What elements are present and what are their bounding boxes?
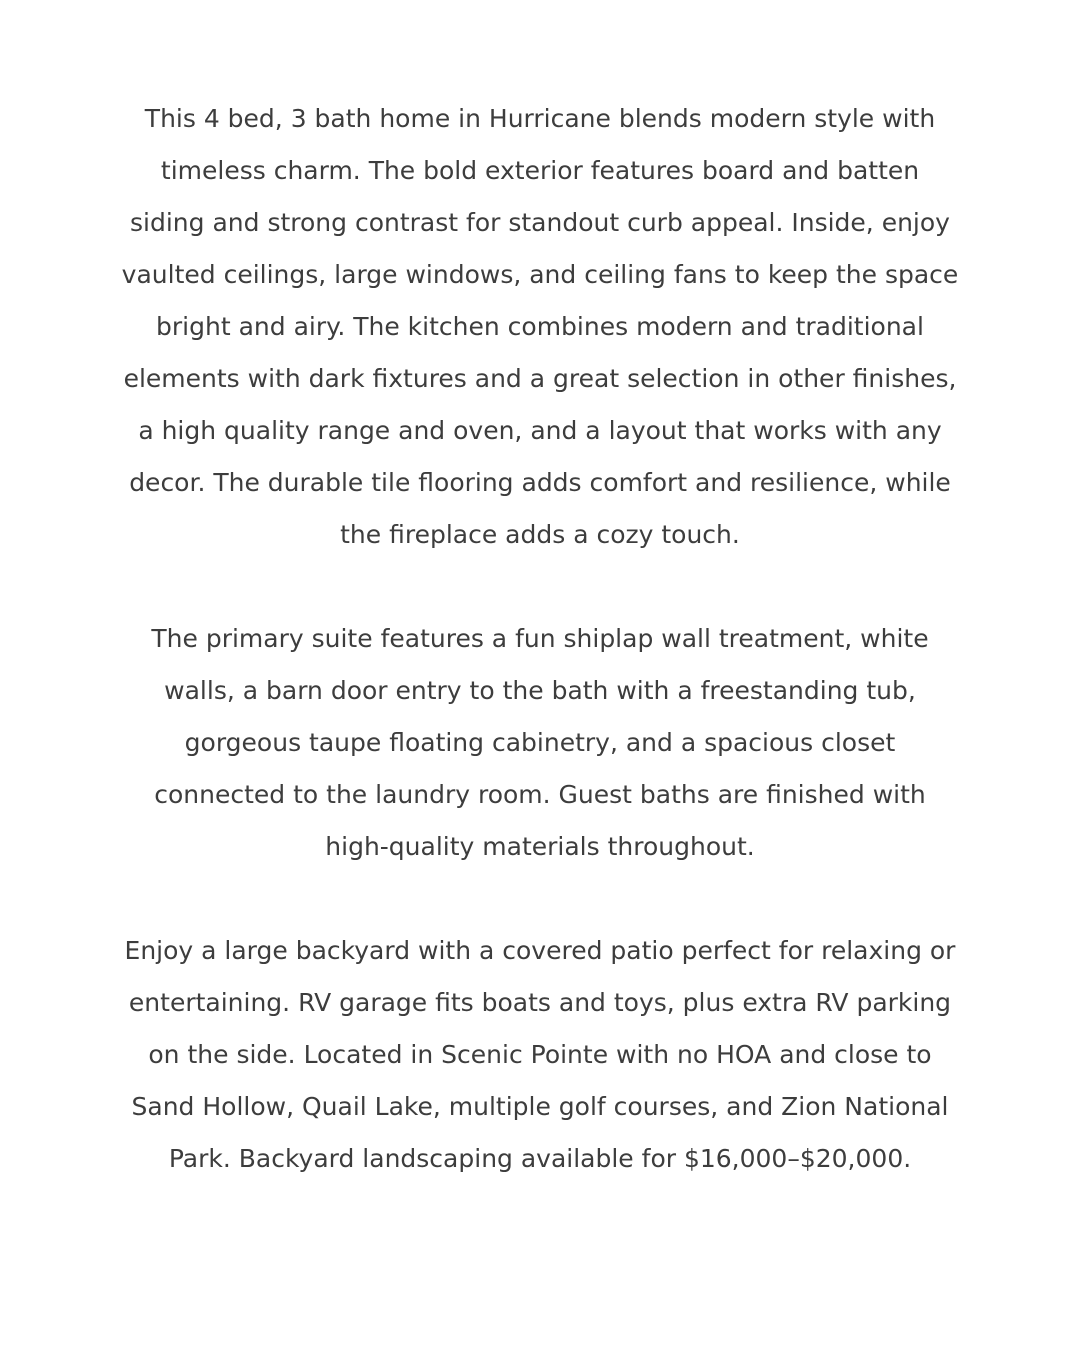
primary-suite-paragraph: The primary suite features a fun shiplap wall treatment, white walls, a barn door entry to the bath with a freestanding tub, gorgeous taupe floating cabinetry, and a spacious closet connected to the laundry room. Guest baths are finished with high-quality materials throughout. (151, 624, 929, 861)
home-overview-paragraph: This 4 bed, 3 bath home in Hurricane blends modern style with timeless charm. The bold exterior features board and batten siding and strong contrast for standout curb appeal. Inside, enjoy vaulted ceilings, large windows, and ceiling fans to keep the space bright and airy. The kitchen combines modern and traditional elements with dark fixtures and a great selection in other finishes, a high quality range and oven, and a layout that works with any decor. The durable tile flooring adds comfort and resilience, while the fireplace adds a cozy touch. (121, 104, 959, 549)
backyard-location-paragraph: Enjoy a large backyard with a covered patio perfect for relaxing or entertaining. RV garage fits boats and toys, plus extra RV parking on the side. Located in Scenic Pointe with no HOA and close to Sand Hollow, Quail Lake, multiple golf courses, and Zion National Park. Backyard landscaping available for $16,000–$20,000. (124, 936, 956, 1173)
